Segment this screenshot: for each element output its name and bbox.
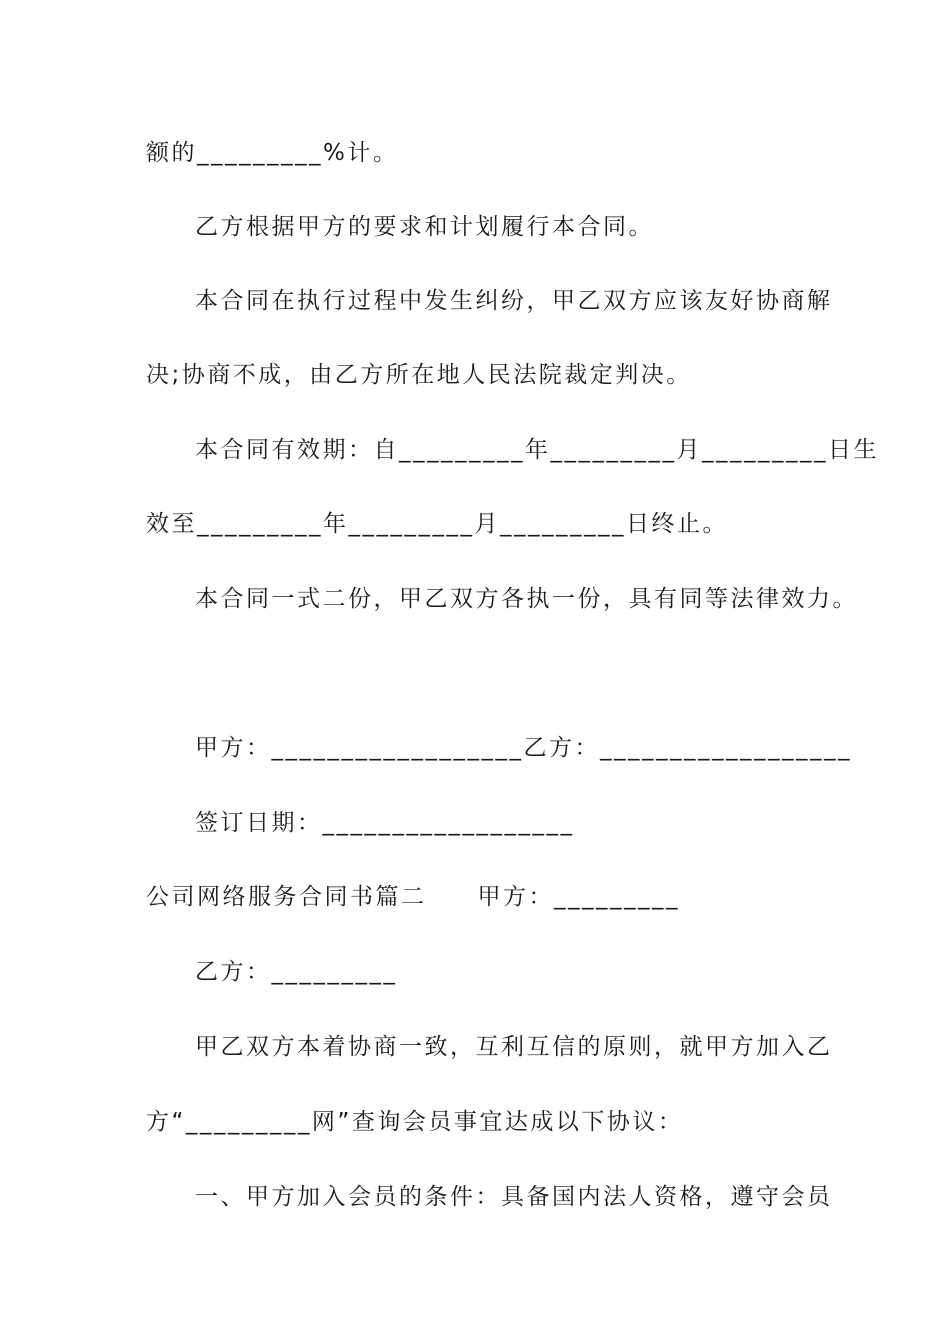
- text-line-validity-end: 效至_________年_________月_________日终止。: [146, 511, 728, 537]
- party-b-line: 乙方：_________: [195, 959, 398, 985]
- text-line-validity-start: 本合同有效期：自_________年_________月_________日生: [195, 437, 879, 463]
- text-line-dispute-continued: 决;协商不成，由乙方所在地人民法院裁定判决。: [146, 362, 692, 388]
- section-heading-contract-two: 公司网络服务合同书篇二 甲方：_________: [146, 884, 680, 910]
- text-line-amount-percent: 额的_________%计。: [146, 140, 399, 166]
- clause-one-line: 一、甲方加入会员的条件：具备国内法人资格，遵守会员: [195, 1184, 833, 1210]
- text-line-performance: 乙方根据甲方的要求和计划履行本合同。: [195, 214, 654, 240]
- signature-parties-line: 甲方：__________________乙方：__________________: [195, 735, 852, 761]
- text-line-dispute: 本合同在执行过程中发生纠纷，甲乙双方应该友好协商解: [195, 288, 833, 314]
- text-line-membership-agreement: 方“_________网”查询会员事宜达成以下协议：: [146, 1109, 684, 1135]
- text-line-copies: 本合同一式二份，甲乙双方各执一份，具有同等法律效力。: [195, 586, 858, 612]
- text-line-principles: 甲乙双方本着协商一致，互利互信的原则，就甲方加入乙: [195, 1034, 833, 1060]
- signing-date-line: 签订日期：__________________: [195, 810, 575, 836]
